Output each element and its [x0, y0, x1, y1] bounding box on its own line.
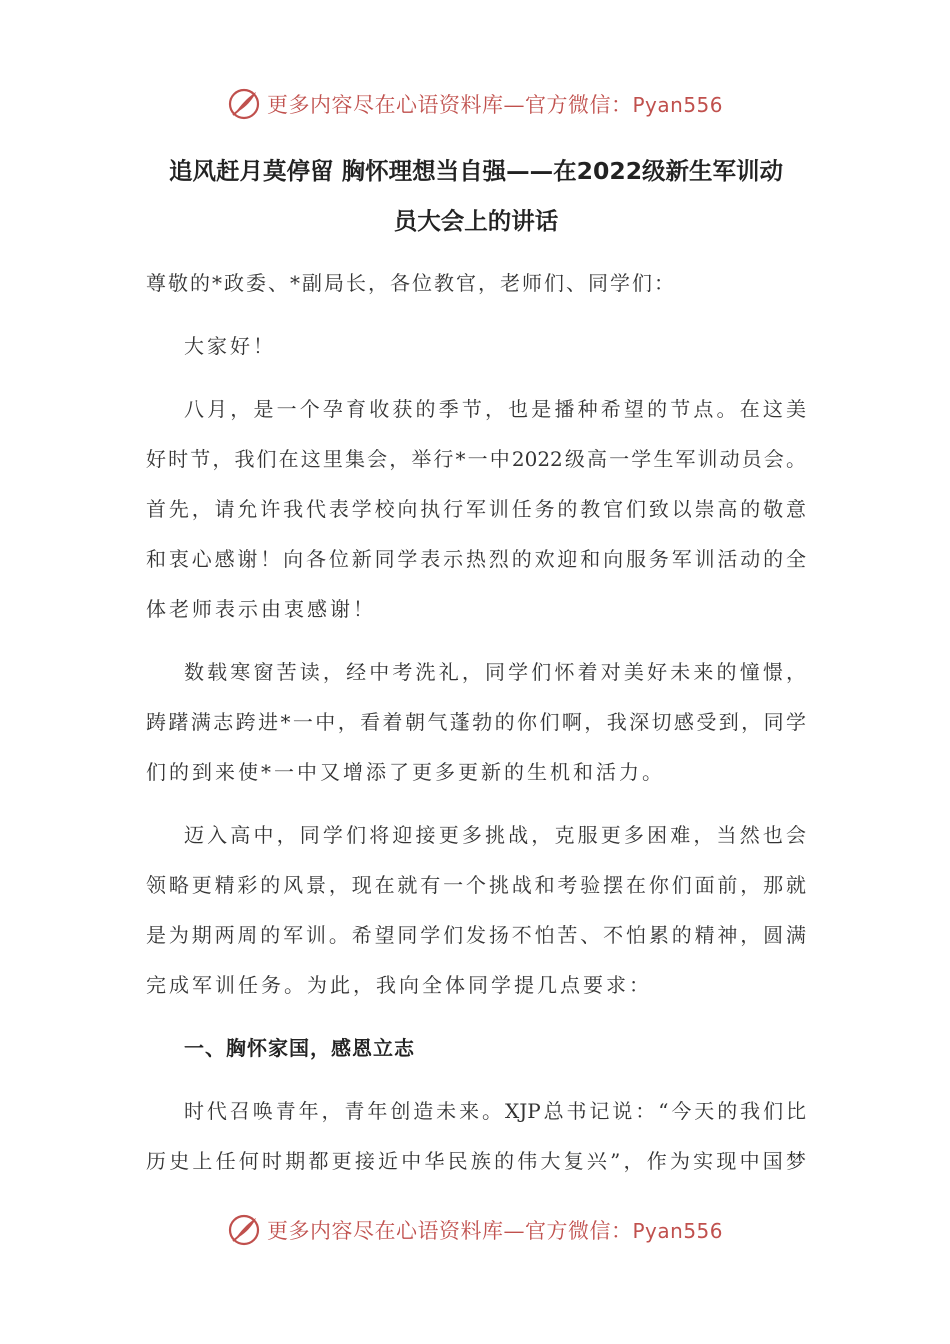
paragraph-line: 完成军训任务。为此，我向全体同学提几点要求：	[146, 973, 652, 997]
paragraph-line: 八月，是一个孕育收获的季节，也是播种希望的节点。在这美	[184, 397, 806, 421]
paragraph-line: 和衷心感谢！向各位新同学表示热烈的欢迎和向服务军训活动的全	[146, 547, 806, 571]
paragraph-line: 时代召唤青年，青年创造未来。XJP总书记说：“今天的我们比	[184, 1099, 806, 1123]
quill-logo-icon	[227, 1213, 261, 1247]
paragraph-line: 踌躇满志跨进*一中，看着朝气蓬勃的你们啊，我深切感受到，同学	[146, 710, 806, 734]
paragraph-line: 好时节，我们在这里集会，举行*一中2022级高一学生军训动员会。	[146, 447, 806, 471]
banner-text: 更多内容尽在心语资料库—官方微信：Pyan556	[266, 1219, 723, 1243]
header-banner	[0, 84, 950, 124]
greeting: 大家好！	[184, 334, 276, 358]
paragraph-line: 们的到来使*一中又增添了更多更新的生机和活力。	[146, 760, 665, 784]
quill-logo-icon	[227, 87, 261, 121]
paragraph-line: 迈入高中，同学们将迎接更多挑战，克服更多困难，当然也会	[184, 823, 806, 847]
paragraph-line: 体老师表示由衷感谢！	[146, 597, 376, 621]
banner-text: 更多内容尽在心语资料库—官方微信：Pyan556	[266, 93, 723, 117]
document-title-line-1: 追风赶月莫停留 胸怀理想当自强——在2022级新生军训动	[168, 157, 784, 185]
document-title-line-2: 员大会上的讲话	[393, 207, 559, 235]
paragraph-line: 是为期两周的军训。希望同学们发扬不怕苦、不怕累的精神，圆满	[146, 923, 806, 947]
paragraph-line: 历史上任何时期都更接近中华民族的伟大复兴”，作为实现中国梦	[146, 1149, 806, 1173]
salutation: 尊敬的*政委、*副局长，各位教官，老师们、同学们：	[146, 271, 676, 295]
paragraph-line: 首先，请允许我代表学校向执行军训任务的教官们致以崇高的敬意	[146, 497, 806, 521]
footer-banner	[0, 1210, 950, 1250]
paragraph-line: 数载寒窗苦读，经中考洗礼，同学们怀着对美好未来的憧憬，	[184, 660, 806, 684]
section-heading: 一、胸怀家国，感恩立志	[184, 1036, 415, 1060]
paragraph-line: 领略更精彩的风景，现在就有一个挑战和考验摆在你们面前，那就	[146, 873, 806, 897]
